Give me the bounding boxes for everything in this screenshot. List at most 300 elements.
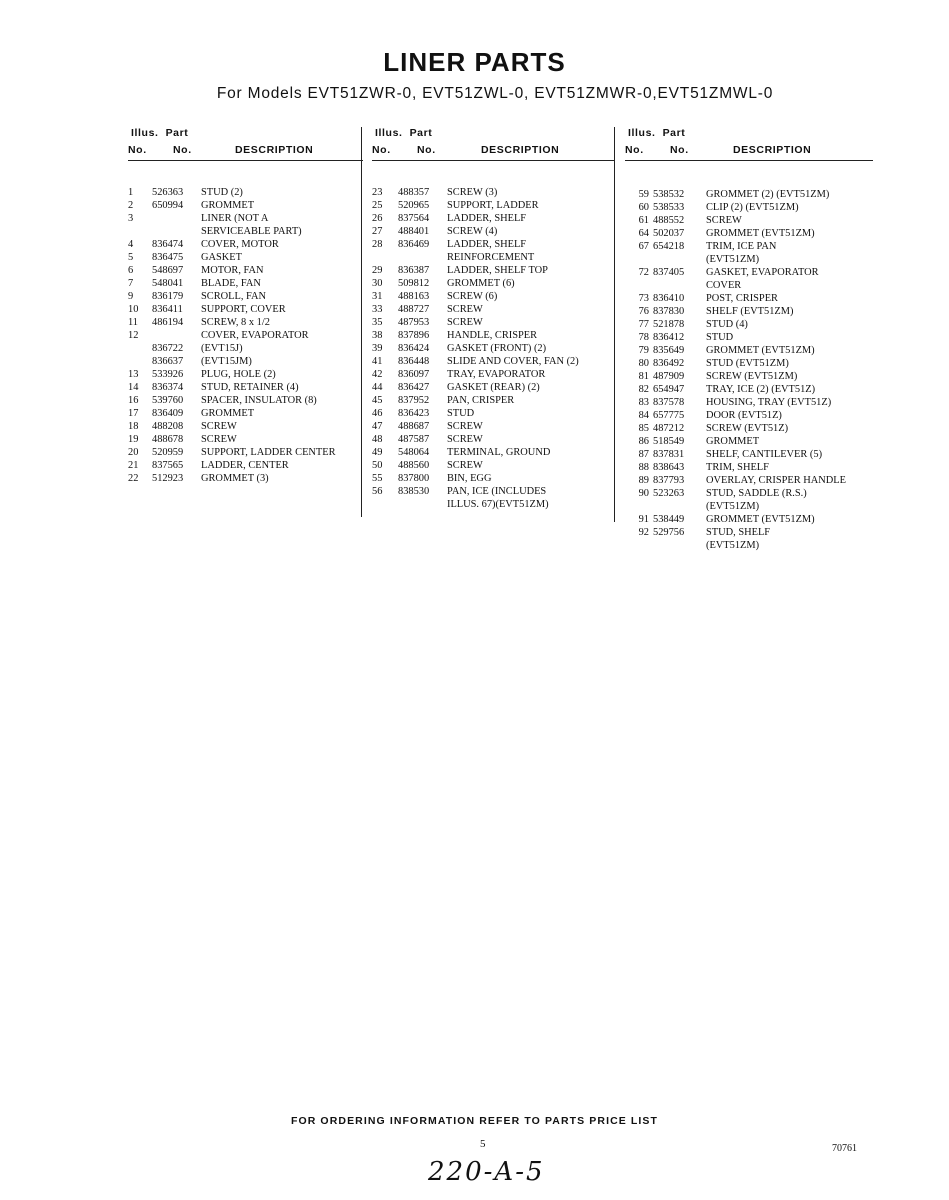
illus-number: 87 — [638, 449, 649, 460]
part-number — [653, 253, 706, 266]
illus-number: 38 — [372, 330, 383, 341]
column-divider-2 — [614, 127, 615, 522]
part-number: 836492 — [653, 358, 685, 369]
parts-row — [372, 433, 612, 446]
illus-number: 27 — [372, 226, 383, 237]
part-number: 837800 — [398, 473, 430, 484]
part-description: MOTOR, FAN — [201, 265, 264, 276]
parts-row — [128, 472, 360, 485]
part-number: 835649 — [653, 345, 685, 356]
part-description: STUD (EVT51ZM) — [706, 358, 789, 369]
illus-number: 35 — [372, 317, 383, 328]
part-description: LINER (NOT A — [201, 213, 269, 224]
parts-row — [625, 201, 870, 214]
part-number: 836475 — [152, 252, 184, 263]
illus-number: 85 — [638, 423, 649, 434]
part-number: 487212 — [653, 423, 685, 434]
part-number: 836427 — [398, 382, 430, 393]
part-description: (EVT51ZM) — [706, 254, 760, 265]
parts-row — [372, 381, 612, 394]
part-description: GROMMET — [201, 408, 255, 419]
part-number: 837793 — [653, 475, 685, 486]
document-number: 70761 — [832, 1143, 857, 1154]
part-number: 533926 — [152, 369, 184, 380]
parts-row — [128, 316, 360, 329]
part-number — [653, 500, 706, 513]
illus-number: 83 — [638, 397, 649, 408]
header-part-no: No. — [173, 144, 192, 156]
parts-row — [372, 251, 612, 264]
part-description: STUD — [447, 408, 475, 419]
illus-number: 64 — [638, 228, 649, 239]
part-number: 836637 — [152, 356, 184, 367]
part-description: PAN, ICE (INCLUDES — [447, 486, 547, 497]
illus-number: 59 — [638, 189, 649, 200]
parts-row — [372, 225, 612, 238]
part-description: SCREW — [447, 421, 483, 432]
illus-number: 90 — [638, 488, 649, 499]
illus-number: 31 — [372, 291, 383, 302]
parts-row — [128, 277, 360, 290]
part-description: COVER — [706, 280, 742, 291]
part-description: CLIP (2) (EVT51ZM) — [706, 202, 799, 213]
part-number — [152, 225, 201, 238]
parts-row — [128, 199, 360, 212]
illus-number: 30 — [372, 278, 383, 289]
illus-number: 20 — [128, 447, 139, 458]
parts-row — [625, 526, 870, 539]
page-title: LINER PARTS — [383, 47, 566, 77]
illus-number: 13 — [128, 369, 139, 380]
parts-row — [372, 355, 612, 368]
illus-number: 39 — [372, 343, 383, 354]
part-description: STUD, SADDLE (R.S.) — [706, 488, 807, 499]
part-description: GROMMET (EVT51ZM) — [706, 345, 815, 356]
part-number: 837565 — [152, 460, 184, 471]
column-header — [372, 127, 612, 160]
header-illus-no: No. — [625, 144, 644, 156]
part-description: REINFORCEMENT — [447, 252, 535, 263]
parts-row — [128, 290, 360, 303]
part-description: SPACER, INSULATOR (8) — [201, 395, 317, 406]
header-illus-part: Illus. Part — [628, 127, 686, 139]
parts-row — [625, 266, 870, 279]
parts-row — [372, 186, 612, 199]
part-description: SCREW — [447, 317, 483, 328]
illus-number: 86 — [638, 436, 649, 447]
handwritten-note: 220-A-5 — [428, 1157, 545, 1187]
parts-column-2 — [372, 127, 612, 511]
part-description: SLIDE AND COVER, FAN (2) — [447, 356, 579, 367]
part-description: SERVICEABLE PART) — [201, 226, 302, 237]
illus-number: 45 — [372, 395, 383, 406]
part-number: 538533 — [653, 202, 685, 213]
part-number: 487909 — [653, 371, 685, 382]
parts-row — [128, 420, 360, 433]
parts-row — [128, 394, 360, 407]
part-number: 837578 — [653, 397, 685, 408]
part-number: 488357 — [398, 187, 430, 198]
part-number: 836474 — [152, 239, 184, 250]
part-number: 837564 — [398, 213, 430, 224]
parts-row — [625, 292, 870, 305]
header-part-no: No. — [417, 144, 436, 156]
part-description: GROMMET (2) (EVT51ZM) — [706, 189, 830, 200]
illus-number: 92 — [638, 527, 649, 538]
part-number: 520965 — [398, 200, 430, 211]
parts-row — [372, 472, 612, 485]
parts-row — [372, 277, 612, 290]
part-number: 488163 — [398, 291, 430, 302]
part-description: (EVT51ZM) — [706, 501, 760, 512]
part-number: 836423 — [398, 408, 430, 419]
part-description: COVER, MOTOR — [201, 239, 279, 250]
part-number: 650994 — [152, 200, 184, 211]
illus-number: 50 — [372, 460, 383, 471]
part-description: SCREW — [447, 434, 483, 445]
part-description: GASKET, EVAPORATOR — [706, 267, 819, 278]
illus-number: 12 — [128, 330, 139, 341]
part-description: LADDER, SHELF — [447, 213, 527, 224]
illus-number: 79 — [638, 345, 649, 356]
header-description: DESCRIPTION — [733, 144, 812, 156]
part-number: 837405 — [653, 267, 685, 278]
part-description: (EVT51ZM) — [706, 540, 760, 551]
illus-number: 10 — [128, 304, 139, 315]
part-description: TRAY, EVAPORATOR — [447, 369, 546, 380]
illus-number: 7 — [128, 278, 134, 289]
part-description: SUPPORT, COVER — [201, 304, 286, 315]
illus-number — [128, 355, 152, 368]
illus-number: 73 — [638, 293, 649, 304]
part-number: 487587 — [398, 434, 430, 445]
part-number: 526363 — [152, 187, 184, 198]
part-number: 488401 — [398, 226, 430, 237]
part-number: 488560 — [398, 460, 430, 471]
part-description: TRIM, SHELF — [706, 462, 769, 473]
illus-number: 21 — [128, 460, 139, 471]
illus-number: 5 — [128, 252, 134, 263]
parts-row — [372, 264, 612, 277]
part-number — [152, 212, 201, 225]
part-description: HANDLE, CRISPER — [447, 330, 538, 341]
header-illus-no: No. — [372, 144, 391, 156]
illus-number: 23 — [372, 187, 383, 198]
part-description: PAN, CRISPER — [447, 395, 515, 406]
parts-row — [372, 199, 612, 212]
part-description: GROMMET — [201, 200, 255, 211]
header-rule — [372, 160, 615, 161]
part-description: HOUSING, TRAY (EVT51Z) — [706, 397, 832, 408]
part-description: BIN, EGG — [447, 473, 492, 484]
illus-number: 48 — [372, 434, 383, 445]
part-number — [152, 329, 201, 342]
illus-number: 56 — [372, 486, 383, 497]
part-number: 523263 — [653, 488, 685, 499]
parts-row — [625, 318, 870, 331]
part-description: OVERLAY, CRISPER HANDLE — [706, 475, 847, 486]
parts-row — [372, 342, 612, 355]
part-number — [653, 279, 706, 292]
part-description: (EVT15J) — [201, 343, 243, 354]
parts-row — [625, 344, 870, 357]
illus-number: 67 — [638, 241, 649, 252]
parts-row — [128, 251, 360, 264]
illus-number: 55 — [372, 473, 383, 484]
part-number: 657775 — [653, 410, 685, 421]
part-number: 836722 — [152, 343, 184, 354]
parts-row — [372, 212, 612, 225]
parts-row — [128, 186, 360, 199]
illus-number: 28 — [372, 239, 383, 250]
part-number: 837831 — [653, 449, 685, 460]
part-number: 529756 — [653, 527, 685, 538]
parts-column-1 — [128, 127, 360, 485]
illus-number: 80 — [638, 358, 649, 369]
part-description: SCREW — [201, 434, 237, 445]
part-description: SUPPORT, LADDER — [447, 200, 539, 211]
part-description: LADDER, SHELF TOP — [447, 265, 548, 276]
parts-row — [128, 225, 360, 238]
illus-number: 44 — [372, 382, 383, 393]
part-number: 488208 — [152, 421, 184, 432]
parts-row — [372, 394, 612, 407]
part-description: SCREW (EVT51Z) — [706, 423, 789, 434]
part-number: 838643 — [653, 462, 685, 473]
part-number: 502037 — [653, 228, 685, 239]
part-number: 488727 — [398, 304, 430, 315]
part-number: 838530 — [398, 486, 430, 497]
parts-list — [128, 186, 360, 485]
parts-row — [372, 407, 612, 420]
parts-row — [625, 435, 870, 448]
part-description: SCREW — [706, 215, 742, 226]
parts-row — [372, 290, 612, 303]
illus-number: 18 — [128, 421, 139, 432]
illus-number: 25 — [372, 200, 383, 211]
illus-number: 4 — [128, 239, 134, 250]
part-number — [398, 498, 447, 511]
part-number: 509812 — [398, 278, 430, 289]
parts-row — [625, 396, 870, 409]
parts-row — [625, 188, 870, 201]
part-description: GASKET (FRONT) (2) — [447, 343, 547, 354]
header-rule — [128, 160, 363, 161]
parts-row — [128, 355, 360, 368]
parts-row — [625, 409, 870, 422]
parts-row — [625, 448, 870, 461]
illus-number: 76 — [638, 306, 649, 317]
parts-row — [625, 539, 870, 552]
part-number: 521878 — [653, 319, 685, 330]
part-description: ILLUS. 67)(EVT51ZM) — [447, 499, 549, 510]
parts-row — [625, 474, 870, 487]
illus-number: 16 — [128, 395, 139, 406]
part-description: COVER, EVAPORATOR — [201, 330, 309, 341]
illus-number: 3 — [128, 213, 134, 224]
part-description: SCREW (3) — [447, 187, 498, 198]
illus-number: 9 — [128, 291, 134, 302]
parts-row — [625, 370, 870, 383]
illus-number: 1 — [128, 187, 134, 198]
part-number: 487953 — [398, 317, 430, 328]
part-number: 488687 — [398, 421, 430, 432]
parts-list — [372, 186, 612, 511]
parts-row — [372, 329, 612, 342]
illus-number: 33 — [372, 304, 383, 315]
part-description: STUD, SHELF — [706, 527, 771, 538]
part-number: 518549 — [653, 436, 685, 447]
part-number: 488552 — [653, 215, 685, 226]
illus-number: 61 — [638, 215, 649, 226]
column-header — [625, 127, 870, 160]
illus-number: 47 — [372, 421, 383, 432]
illus-number: 81 — [638, 371, 649, 382]
page-number: 5 — [480, 1138, 486, 1150]
part-number: 837896 — [398, 330, 430, 341]
part-number: 548064 — [398, 447, 430, 458]
parts-row — [128, 329, 360, 342]
column-divider-1 — [361, 127, 362, 517]
part-number: 512923 — [152, 473, 184, 484]
part-description: SCREW, 8 x 1/2 — [201, 317, 270, 328]
part-description: (EVT15JM) — [201, 356, 252, 367]
part-number: 548697 — [152, 265, 184, 276]
parts-row — [372, 368, 612, 381]
illus-number — [625, 253, 653, 266]
parts-row — [372, 316, 612, 329]
parts-row — [625, 461, 870, 474]
illus-number: 26 — [372, 213, 383, 224]
models-subtitle: For Models EVT51ZWR-0, EVT51ZWL-0, EVT51ZMWR-0,EVT51ZMWL-0 — [216, 85, 774, 102]
part-description: SCREW — [447, 460, 483, 471]
parts-row — [625, 357, 870, 370]
part-number — [398, 251, 447, 264]
illus-number — [625, 539, 653, 552]
part-description: SHELF, CANTILEVER (5) — [706, 449, 823, 460]
illus-number: 19 — [128, 434, 139, 445]
illus-number — [128, 342, 152, 355]
part-number: 836469 — [398, 239, 430, 250]
header-rule — [625, 160, 873, 161]
illus-number: 6 — [128, 265, 134, 276]
parts-row — [625, 487, 870, 500]
part-number: 836448 — [398, 356, 430, 367]
parts-row — [625, 383, 870, 396]
part-number: 654218 — [653, 241, 685, 252]
illus-number: 41 — [372, 356, 383, 367]
illus-number: 11 — [128, 317, 139, 328]
illus-number: 77 — [638, 319, 649, 330]
illus-number: 14 — [128, 382, 139, 393]
part-description: BLADE, FAN — [201, 278, 261, 289]
parts-row — [128, 446, 360, 459]
parts-row — [625, 305, 870, 318]
header-part-no: No. — [670, 144, 689, 156]
part-description: GASKET (REAR) (2) — [447, 382, 540, 393]
parts-row — [128, 368, 360, 381]
illus-number — [372, 498, 398, 511]
illus-number — [128, 225, 152, 238]
parts-row — [128, 381, 360, 394]
illus-number: 29 — [372, 265, 383, 276]
part-number: 486194 — [152, 317, 184, 328]
part-description: GROMMET — [706, 436, 760, 447]
parts-row — [625, 279, 870, 292]
part-number — [653, 539, 706, 552]
illus-number: 82 — [638, 384, 649, 395]
parts-row — [128, 303, 360, 316]
parts-row — [625, 253, 870, 266]
illus-number: 84 — [638, 410, 649, 421]
parts-row — [128, 212, 360, 225]
part-description: STUD (2) — [201, 187, 243, 198]
illus-number — [625, 500, 653, 513]
part-description: LADDER, CENTER — [201, 460, 289, 471]
part-number: 837830 — [653, 306, 685, 317]
header-illus-no: No. — [128, 144, 147, 156]
part-number: 488678 — [152, 434, 184, 445]
parts-row — [372, 303, 612, 316]
header-illus-part: Illus. Part — [131, 127, 189, 139]
parts-row — [372, 238, 612, 251]
part-description: SCREW (6) — [447, 291, 498, 302]
part-description: SCROLL, FAN — [201, 291, 267, 302]
parts-row — [625, 422, 870, 435]
part-number: 836412 — [653, 332, 685, 343]
part-description: SCREW — [447, 304, 483, 315]
part-number: 538449 — [653, 514, 685, 525]
part-number: 836179 — [152, 291, 184, 302]
part-description: GROMMET (EVT51ZM) — [706, 228, 815, 239]
parts-row — [372, 498, 612, 511]
parts-row — [372, 420, 612, 433]
part-description: SCREW (4) — [447, 226, 498, 237]
parts-column-3 — [625, 127, 870, 552]
ordering-note: FOR ORDERING INFORMATION REFER TO PARTS PRICE LIST — [290, 1115, 659, 1127]
parts-row — [128, 433, 360, 446]
part-number: 548041 — [152, 278, 184, 289]
header-description: DESCRIPTION — [235, 144, 314, 156]
part-description: TRIM, ICE PAN — [706, 241, 777, 252]
part-number: 836410 — [653, 293, 685, 304]
header-illus-part: Illus. Part — [375, 127, 433, 139]
part-description: GROMMET (EVT51ZM) — [706, 514, 815, 525]
part-description: GROMMET (3) — [201, 473, 269, 484]
part-number: 836409 — [152, 408, 184, 419]
parts-row — [625, 513, 870, 526]
part-number: 539760 — [152, 395, 184, 406]
part-description: SHELF (EVT51ZM) — [706, 306, 794, 317]
illus-number: 78 — [638, 332, 649, 343]
part-number: 836424 — [398, 343, 430, 354]
part-description: STUD — [706, 332, 734, 343]
part-description: STUD, RETAINER (4) — [201, 382, 299, 393]
parts-row — [625, 227, 870, 240]
column-header — [128, 127, 360, 160]
part-number: 837952 — [398, 395, 430, 406]
part-description: TRAY, ICE (2) (EVT51Z) — [706, 384, 816, 395]
parts-row — [128, 342, 360, 355]
part-number: 836374 — [152, 382, 184, 393]
illus-number: 60 — [638, 202, 649, 213]
part-description: SCREW — [201, 421, 237, 432]
parts-row — [372, 459, 612, 472]
part-description: TERMINAL, GROUND — [447, 447, 551, 458]
parts-row — [625, 331, 870, 344]
part-description: PLUG, HOLE (2) — [201, 369, 276, 380]
part-description: STUD (4) — [706, 319, 748, 330]
